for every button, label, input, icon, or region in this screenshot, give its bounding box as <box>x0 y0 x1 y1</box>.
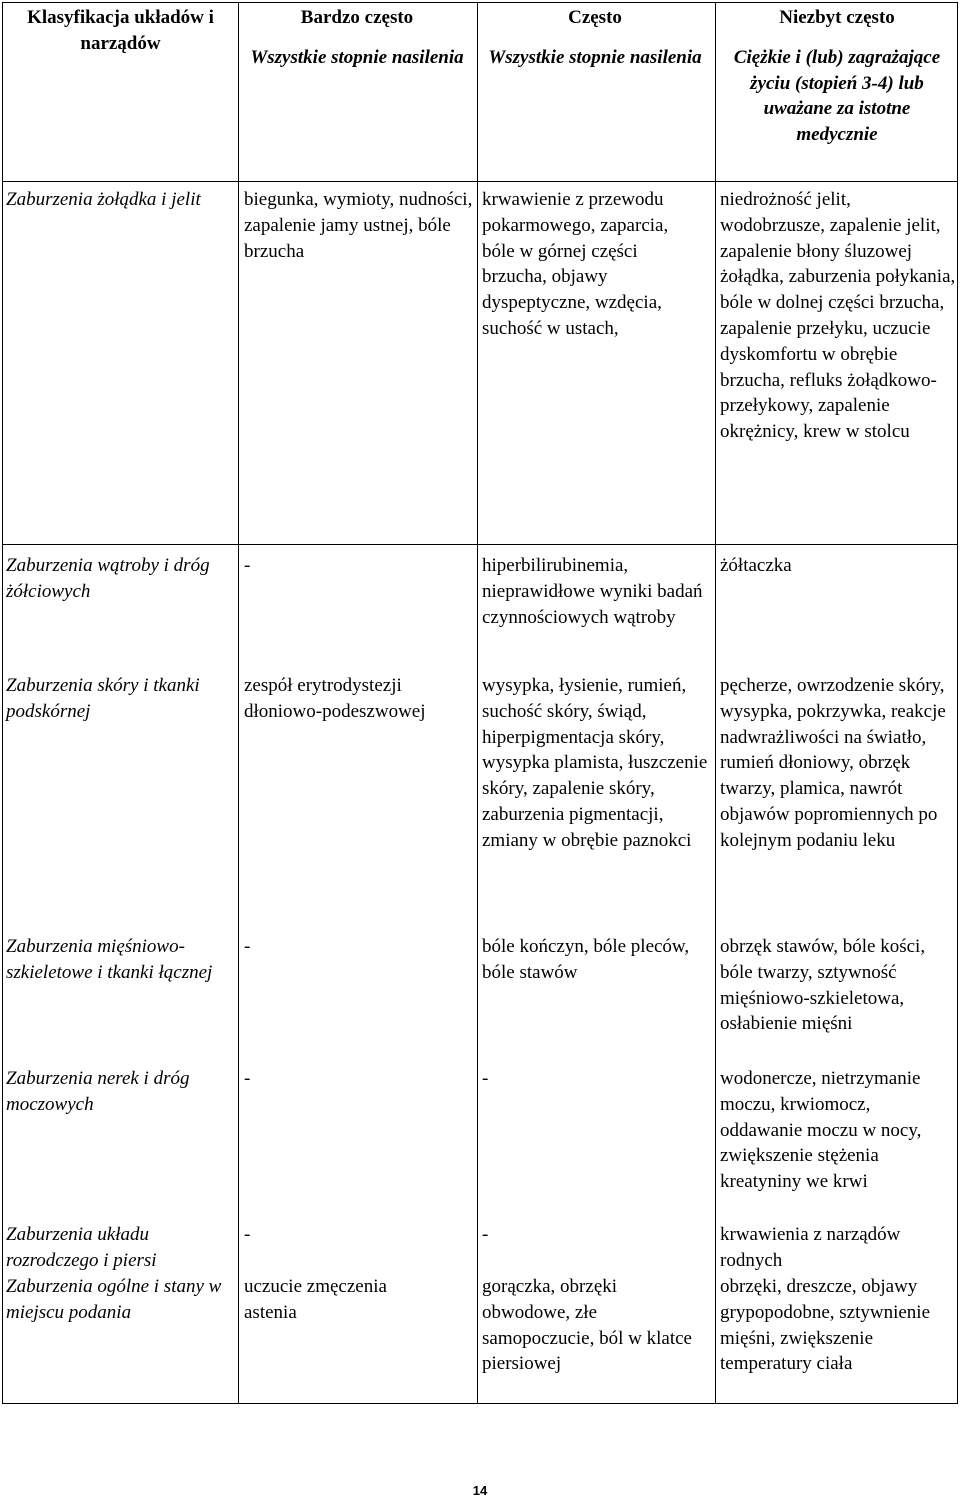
row-common: - <box>482 1224 489 1245</box>
row-uncommon: krwawienia z narządów rodnych <box>720 1224 901 1271</box>
row-divider <box>3 181 957 182</box>
row-common: bóle kończyn, bóle pleców, bóle stawów <box>482 936 690 983</box>
row-divider <box>3 544 957 545</box>
row-uncommon: niedrożność jelit, wodobrzusze, zapalenie jelit, zapalenie błony śluzowej żołądka, zaburzenia połykania, bóle w dolnej części brzucha, zapalenie przełyku, uczucie dyskomfortu w obrębie brzucha, refluks żołądkowo-przełykowy, zapalenie okrężnicy, krew w stolcu <box>720 189 956 443</box>
row-organ-class: Zaburzenia wątroby i dróg żółciowych <box>6 555 210 602</box>
row-organ-class: Zaburzenia skóry i tkanki podskórnej <box>6 675 200 722</box>
row-common: krwawienie z przewodu pokarmowego, zaparcia, bóle w górnej części brzucha, objawy dyspeptyczne, wzdęcia, suchość w ustach, <box>482 189 669 339</box>
column-divider <box>238 3 239 1403</box>
header-common <box>484 5 706 71</box>
row-uncommon: obrzęki, dreszcze, objawy grypopodobne, sztywnienie mięśni, zwiększenie temperatury ciała <box>720 1276 931 1375</box>
row-very-common: biegunka, wymioty, nudności, zapalenie jamy ustnej, bóle brzucha <box>244 189 473 262</box>
row-uncommon: pęcherze, owrzodzenie skóry, wysypka, pokrzywka, reakcje nadwrażliwości na światło, rumień dłoniowy, obrzęk twarzy, plamica, nawrót objawów popromiennych po kolejnym podaniu leku <box>720 675 946 851</box>
header-very-common <box>246 5 468 71</box>
page-number: 14 <box>472 1483 488 1498</box>
header-uncommon <box>718 5 956 148</box>
row-very-common: zespół erytrodystezji dłoniowo-podeszwowej <box>244 675 426 722</box>
header-common-subtitle: Wszystkie stopnie nasilenia <box>488 46 702 68</box>
header-very-common-subtitle: Wszystkie stopnie nasilenia <box>250 46 464 68</box>
row-very-common: - <box>244 1068 251 1089</box>
row-common: hiperbilirubinemia, nieprawidłowe wyniki badań czynnościowych wątroby <box>482 555 703 628</box>
row-organ-class: Zaburzenia nerek i dróg moczowych <box>6 1068 190 1115</box>
row-uncommon: żółtaczka <box>720 555 792 576</box>
header-organ-class-label: Klasyfikacja układów i narządów <box>27 7 214 54</box>
column-divider <box>715 3 716 1403</box>
row-common: - <box>482 1068 489 1089</box>
header-very-common-title: Bardzo często <box>300 7 414 28</box>
header-uncommon-subtitle: Ciężkie i (lub) zagrażające życiu (stopień 3-4) lub uważane za istotne medycznie <box>733 46 941 146</box>
header-organ-class <box>4 5 237 57</box>
row-common: gorączka, obrzęki obwodowe, złe samopoczucie, ból w klatce piersiowej <box>482 1276 692 1375</box>
row-very-common: - <box>244 936 251 957</box>
row-very-common: - <box>244 555 251 576</box>
row-organ-class: Zaburzenia ogólne i stany w miejscu podania <box>6 1276 222 1323</box>
row-organ-class: Zaburzenia mięśniowo-szkieletowe i tkanki łącznej <box>6 936 213 983</box>
header-uncommon-title: Niezbyt często <box>779 7 895 28</box>
row-organ-class: Zaburzenia układu rozrodczego i piersi <box>6 1224 157 1271</box>
row-uncommon: wodonercze, nietrzymanie moczu, krwiomocz, oddawanie moczu w nocy, zwiększenie stężenia kreatyniny we krwi <box>720 1068 922 1193</box>
header-common-title: Często <box>568 7 622 28</box>
row-organ-class: Zaburzenia żołądka i jelit <box>6 189 201 210</box>
row-uncommon: obrzęk stawów, bóle kości, bóle twarzy, sztywność mięśniowo-szkieletowa, osłabienie mięśni <box>720 936 926 1035</box>
row-very-common: uczucie zmęczenia astenia <box>244 1276 387 1323</box>
column-divider <box>477 3 478 1403</box>
row-common: wysypka, łysienie, rumień, suchość skóry, świąd, hiperpigmentacja skóry, wysypka plamista, łuszczenie skóry, zapalenie skóry, zaburzenia pigmentacji, zmiany w obrębie paznokci <box>482 675 708 851</box>
row-very-common: - <box>244 1224 251 1245</box>
